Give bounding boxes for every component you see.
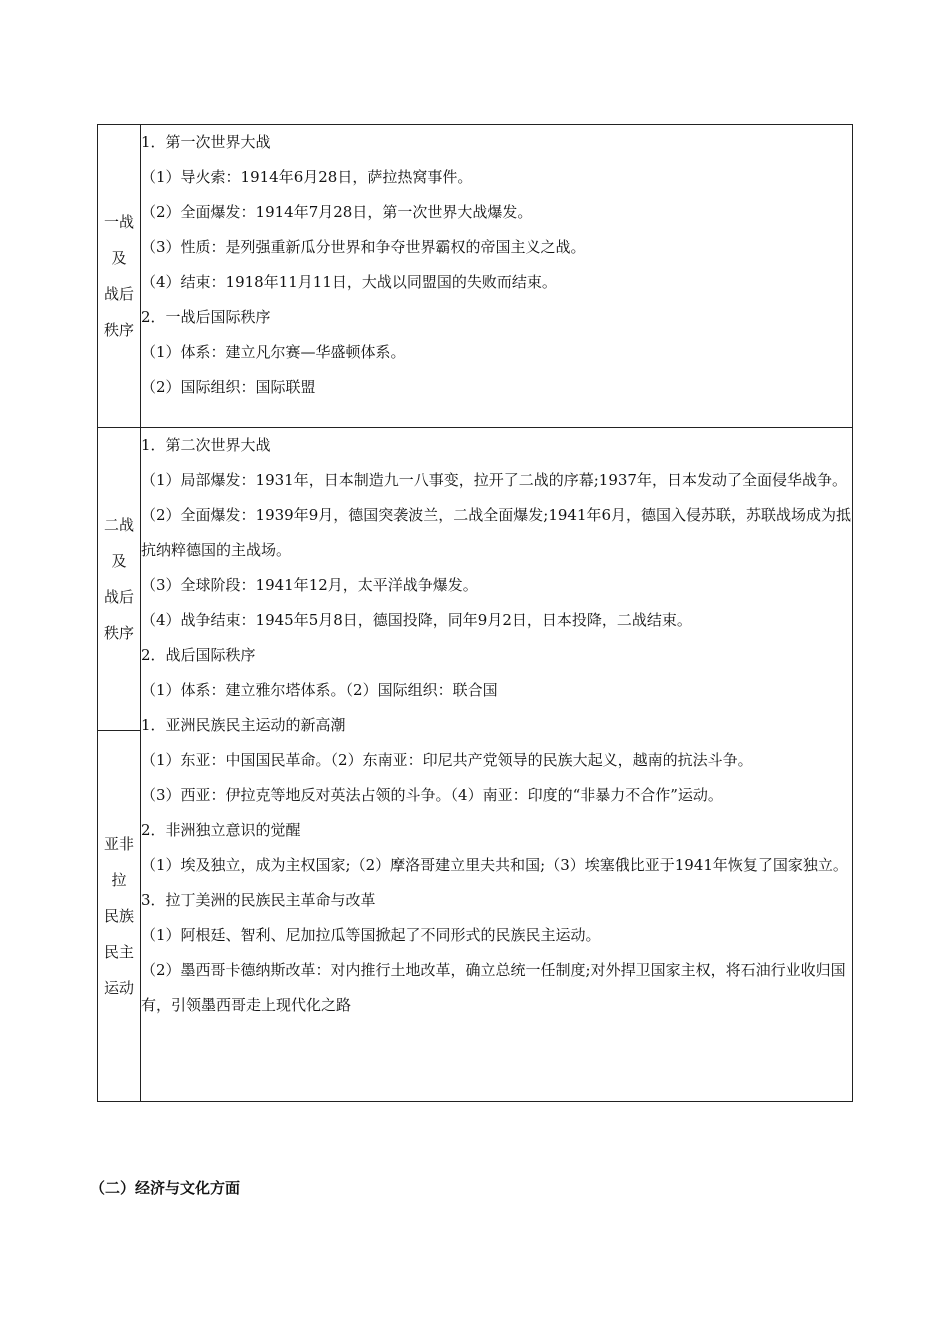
content-line: 3．拉丁美洲的民族民主革命与改革 xyxy=(141,891,376,909)
summary-table xyxy=(97,124,853,1102)
content-line: （4）结束：1918年11月11日，大战以同盟国的失败而结束。 xyxy=(141,273,557,291)
table-row xyxy=(98,428,853,731)
content-line: （1）导火索：1914年6月28日，萨拉热窝事件。 xyxy=(141,168,473,186)
content-line: 1．第二次世界大战 xyxy=(141,436,271,454)
row-label-text: 一战 xyxy=(103,213,134,231)
row-content-cell xyxy=(141,125,853,428)
content-line: （3）西亚：伊拉克等地反对英法占领的斗争。（4）南亚：印度的“非暴力不合作”运动。 xyxy=(141,786,723,804)
row-label-text: 二战 xyxy=(103,516,134,534)
row-content-cell xyxy=(141,428,853,1102)
content-line: （1）局部爆发：1931年，日本制造九一八事变，拉开了二战的序幕;1937年，日本发动了全面侵华战争。 xyxy=(141,471,847,489)
content-line: （1）体系：建立雅尔塔体系。（2）国际组织：联合国 xyxy=(141,681,498,699)
row-label-text: 亚非 xyxy=(103,835,134,853)
row-label-text: 运动 xyxy=(103,979,134,997)
content-line: 2．一战后国际秩序 xyxy=(141,308,271,326)
content-line: （1）东亚：中国国民革命。（2）东南亚：印尼共产党领导的民族大起义，越南的抗法斗争。 xyxy=(141,751,753,769)
content-line: 2．战后国际秩序 xyxy=(141,646,256,664)
section-heading: （二）经济与文化方面 xyxy=(90,1179,241,1197)
content-line: （3）全球阶段：1941年12月，太平洋战争爆发。 xyxy=(141,576,478,594)
table-row xyxy=(98,125,853,428)
row-label-text: 秩序 xyxy=(103,321,134,339)
content-line: 1．第一次世界大战 xyxy=(141,133,271,151)
row-label-cell xyxy=(98,731,141,1102)
content-line: （4）战争结束：1945年5月8日，德国投降，同年9月2日，日本投降，二战结束。 xyxy=(141,611,692,629)
row-label-text: 秩序 xyxy=(103,624,134,642)
row-label-text: 及 xyxy=(111,552,127,570)
content-line: （1）阿根廷、智利、尼加拉瓜等国掀起了不同形式的民族民主运动。 xyxy=(141,926,601,944)
row-label-text: 民族 xyxy=(103,907,134,925)
content-line: 1．亚洲民族民主运动的新高潮 xyxy=(141,716,346,734)
row-label-text: 及 xyxy=(111,249,127,267)
row-label-cell xyxy=(98,428,141,731)
content-line: （2）全面爆发：1939年9月，德国突袭波兰，二战全面爆发;1941年6月，德国入侵苏联，苏联战场成为抵抗纳粹德国的主战场。 xyxy=(141,506,852,559)
row-label-text: 战后 xyxy=(103,285,134,303)
content-line: （2）全面爆发：1914年7月28日，第一次世界大战爆发。 xyxy=(141,203,533,221)
content-line: （1）体系：建立凡尔赛—华盛顿体系。 xyxy=(141,343,406,361)
row-label-text: 拉 xyxy=(111,871,127,889)
row-label-text: 战后 xyxy=(103,588,134,606)
content-line: （1）埃及独立，成为主权国家;（2）摩洛哥建立里夫共和国;（3）埃塞俄比亚于1941年恢复了国家独立。 xyxy=(141,856,848,874)
content-line: （2）国际组织：国际联盟 xyxy=(141,378,316,396)
row-label-cell xyxy=(98,125,141,428)
content-line: 2．非洲独立意识的觉醒 xyxy=(141,821,301,839)
row-label-text: 民主 xyxy=(103,943,134,961)
content-line: （2）墨西哥卡德纳斯改革：对内推行土地改革，确立总统一任制度;对外捍卫国家主权，将石油行业收归国有，引领墨西哥走上现代化之路 xyxy=(141,961,846,1014)
content-line: （3）性质：是列强重新瓜分世界和争夺世界霸权的帝国主义之战。 xyxy=(141,238,586,256)
